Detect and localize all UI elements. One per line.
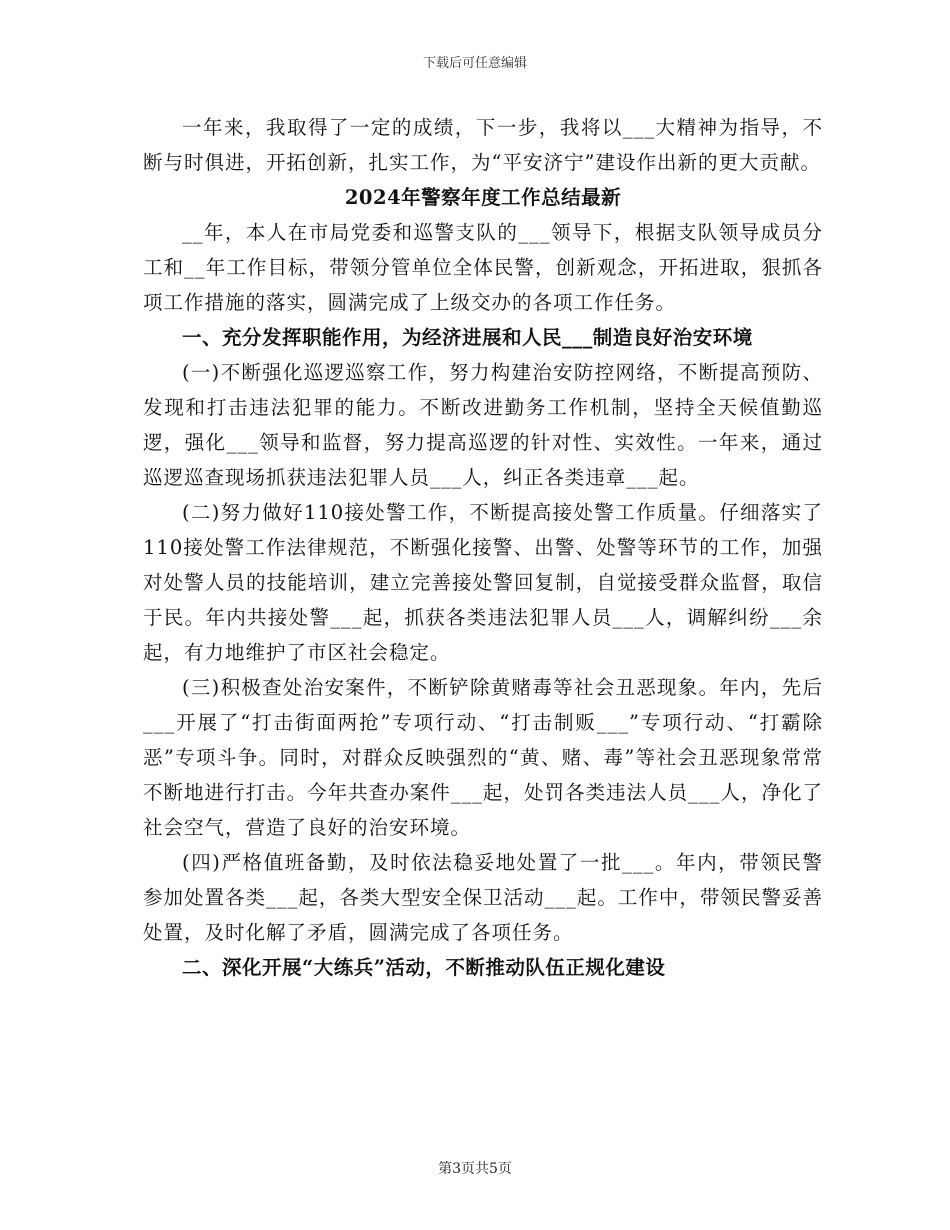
paragraph-closing: 一年来，我取得了一定的成绩，下一步，我将以___大精神为指导，不断与时俱进，开拓创新，扎实工作，为“平安济宁”建设作出新的更大贡献。 [143,116,823,174]
paragraph-public-security-cases: (三)积极查处治安案件，不断铲除黄赌毒等社会丑恶现象。年内，先后___开展了“打击街面两抢”专项行动、“打击制贩___”专项行动、“打霸除恶”专项斗争。同时，对群众反映强烈的“黄、赌、毒”等社会丑恶现象常常不断地进行打击。今年共查办案件___起，处罚各类违法人员___人，净化了社会空气，营造了良好的治安环境。 [143,676,823,839]
paragraph-110-response: (二)努力做好110接处警工作，不断提高接处警工作质量。仔细落实了110接处警工作法律规范，不断强化接警、出警、处警等环节的工作，加强对处警人员的技能培训，建立完善接处警回复制，自觉接受群众监督，取信于民。年内共接处警___起，抓获各类违法犯罪人员___人，调解纠纷___余起，有力地维护了市区社会稳定。 [143,501,823,664]
paragraph-intro: __年，本人在市局党委和巡警支队的___领导下，根据支队领导成员分工和__年工作目标，带领分管单位全体民警，创新观念，开拓进取，狠抓各项工作措施的落实，圆满完成了上级交办的各项工作任务。 [143,221,823,314]
page-indicator: 第3页共5页 [438,1161,512,1177]
document-title: 2024年警察年度工作总结最新 [344,186,622,209]
document-body [143,110,823,985]
section-heading-1: 一、充分发挥职能作用，为经济进展和人民___制造良好治安环境 [182,326,753,349]
paragraph-patrol: (一)不断强化巡逻巡察工作，努力构建治安防控网络，不断提高预防、发现和打击违法犯罪的能力。不断改进勤务工作机制，坚持全天候值勤巡逻，强化___领导和监督，努力提高巡逻的针对性、实效性。一年来，通过巡逻巡查现场抓获违法犯罪人员___人，纠正各类违章___起。 [143,361,823,489]
section-heading-2: 二、深化开展“大练兵”活动，不断推动队伍正规化建设 [182,956,666,979]
header-note: 下载后可任意编辑 [422,56,527,71]
paragraph-duty: (四)严格值班备勤，及时依法稳妥地处置了一批___。年内，带领民警参加处置各类___起，各类大型安全保卫活动___起。工作中，带领民警妥善处置，及时化解了矛盾，圆满完成了各项任务。 [143,851,823,944]
